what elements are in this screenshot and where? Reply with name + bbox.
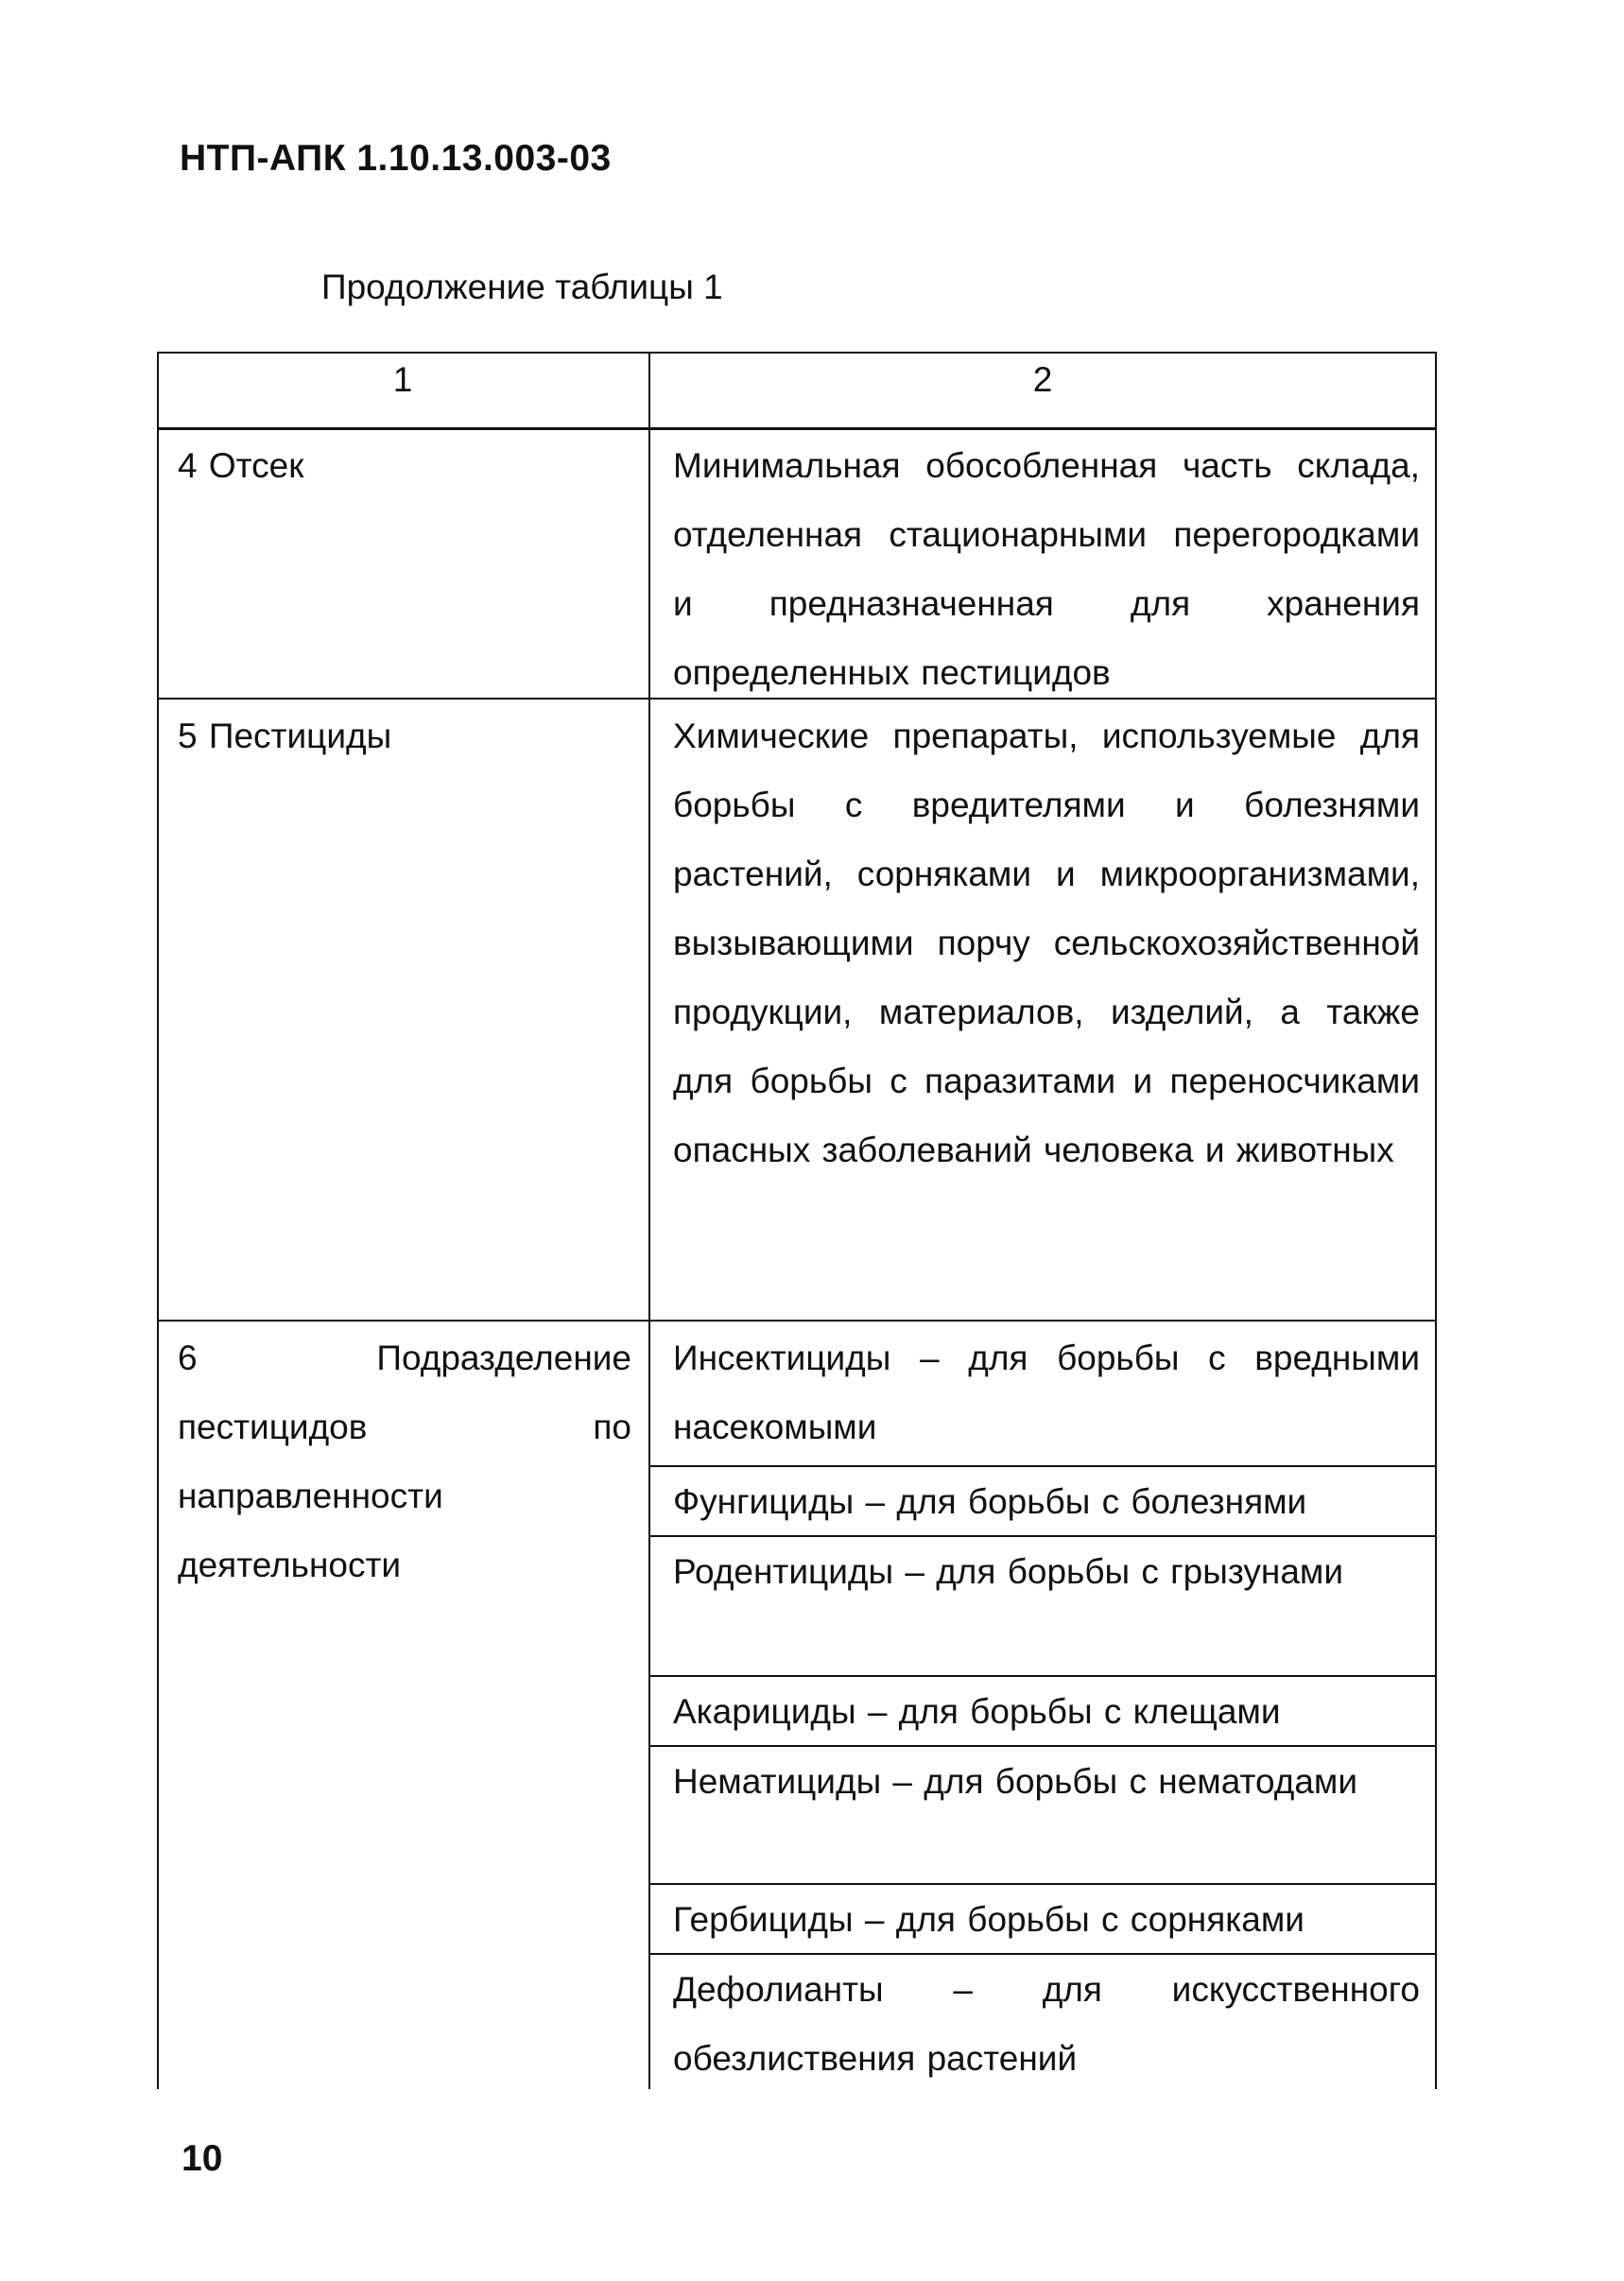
table-border-top [157, 352, 1437, 354]
definition-cell: Химические препараты, используемые для борьбы с вредителями и болезнями растений, сорняками и микроорганизмами, вызывающими порчу сельскохозяйственной продукции, материалов, изделий, а также для борьбы с паразитами и переносчиками опасных заболеваний человека и животных [673, 717, 1420, 1169]
table-caption: Продолжение таблицы 1 [321, 268, 723, 306]
definition-subcell: Фунгициды – для борьбы с болезнями [673, 1482, 1307, 1521]
table-border-left [157, 352, 159, 2089]
definition-subcell: Инсектициды – для борьбы с вредными насекомыми [673, 1339, 1420, 1446]
term-cell: 4 Отсек [178, 446, 304, 485]
column-header-1: 1 [392, 360, 413, 399]
row-divider [157, 1320, 1437, 1322]
definition-subcell: Родентициды – для борьбы с грызунами [673, 1552, 1344, 1591]
term-cell: 5 Пестициды [178, 717, 392, 755]
definition-subcell: Нематициды – для борьбы с нематодами [673, 1762, 1358, 1801]
definition-subcell: Дефолианты – для искусственного обезлиствения растений [673, 1970, 1420, 2078]
page-number: 10 [181, 2138, 223, 2179]
terms-table [157, 352, 1437, 2089]
table-border-right [1435, 352, 1437, 2089]
document-code: НТП-АПК 1.10.13.003-03 [180, 138, 612, 179]
column-divider [648, 352, 650, 2089]
definition-subcell: Гербициды – для борьбы с сорняками [673, 1900, 1304, 1939]
term-cell: 6 Подразделение пестицидов по направленности деятельности [178, 1339, 631, 1584]
definition-cell: Минимальная обособленная часть склада, отделенная стационарными перегородками и предназначенная для хранения определенных пестицидов [673, 446, 1420, 692]
column-header-2: 2 [1032, 360, 1053, 399]
definition-subcell: Акарициды – для борьбы с клещами [673, 1692, 1281, 1731]
header-divider [157, 427, 1437, 430]
